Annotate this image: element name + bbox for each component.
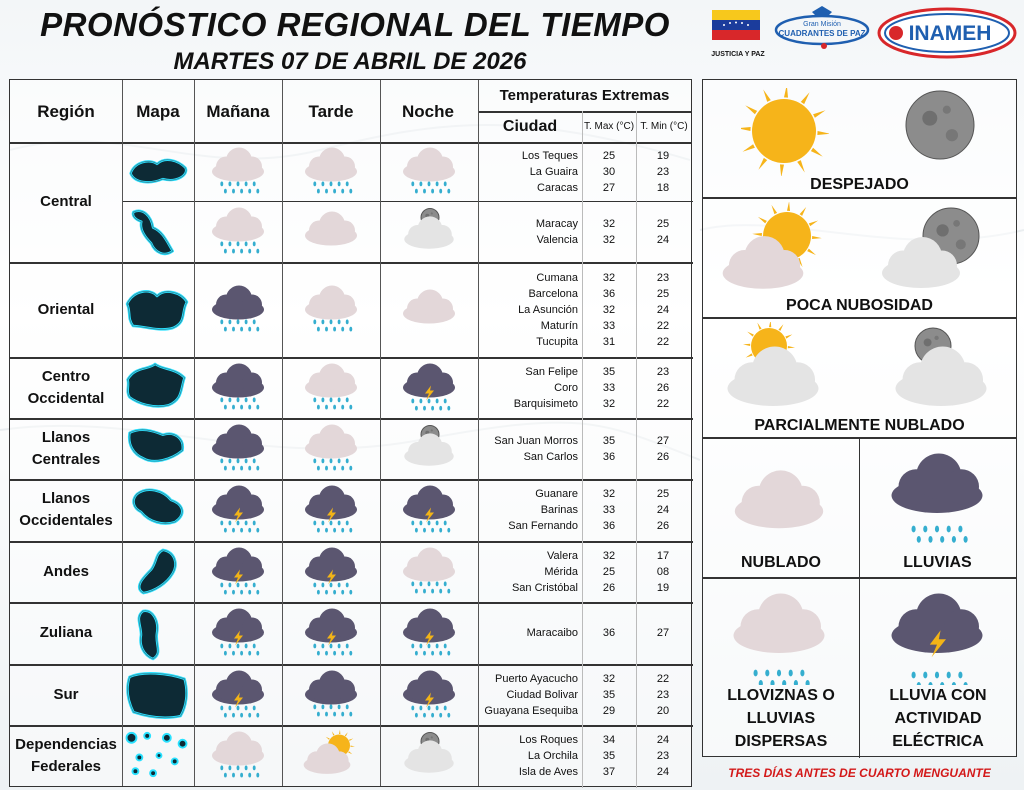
- region-label-line: Dependencias: [15, 735, 117, 753]
- city-tmin: 24: [656, 233, 670, 246]
- region-label: [10, 262, 122, 357]
- header-tmin: T. Min (°C): [640, 121, 688, 132]
- storm-icon: [299, 545, 363, 604]
- page-title: PRONÓSTICO REGIONAL DEL TIEMPO: [40, 6, 670, 43]
- cuadrantes-logo: [772, 6, 872, 55]
- header-noche: Noche: [402, 102, 454, 121]
- region-label-line: Central: [40, 193, 92, 211]
- city-tmax: 32: [602, 217, 616, 230]
- region-map: [122, 418, 194, 479]
- city-tmax: 25: [602, 149, 616, 162]
- city-name: Valencia: [536, 233, 578, 246]
- storm-icon: [397, 483, 461, 542]
- storm-icon: [299, 606, 363, 665]
- storm-icon: [397, 668, 461, 727]
- sun-cloud-icon: [717, 202, 837, 303]
- storm-icon: [206, 483, 270, 542]
- header-region: Región: [37, 102, 95, 121]
- city-tmax: 29: [602, 704, 616, 717]
- drizzle-icon: [397, 545, 461, 604]
- drizzle-icon: [299, 361, 363, 420]
- city-tmin: 26: [656, 381, 670, 394]
- rain-icon: [206, 283, 270, 342]
- city-tmax: 32: [602, 233, 616, 246]
- city-tmin: 26: [656, 520, 670, 532]
- storm-icon: [206, 545, 270, 604]
- partly-sun-icon: [717, 322, 847, 419]
- city-tmax: 36: [602, 627, 616, 639]
- city-name: Barinas: [540, 504, 578, 516]
- drizzle-icon: [721, 585, 841, 690]
- drizzle-icon: [397, 145, 461, 204]
- city-tmin: 26: [656, 450, 670, 463]
- legend-poca-nubosidad: POCA NUBOSIDAD: [786, 297, 933, 314]
- city-tmin: 19: [656, 581, 670, 594]
- city-tmin: 24: [656, 733, 670, 746]
- rain-icon: [206, 422, 270, 481]
- city-tmin: 19: [656, 149, 670, 162]
- city-name: Barquisimeto: [513, 397, 578, 410]
- city-tmax: 30: [602, 165, 616, 178]
- city-tmin: 23: [656, 365, 670, 378]
- city-tmin: 23: [656, 749, 670, 762]
- city-name: Puerto Ayacucho: [495, 672, 578, 685]
- city-name: Valera: [547, 549, 578, 562]
- region-label-line: Andes: [43, 562, 89, 580]
- storm-icon: [206, 668, 270, 727]
- region-map: [122, 201, 194, 262]
- region-label-line: Occidental: [27, 389, 105, 407]
- legend-nublado: NUBLADO: [741, 554, 821, 571]
- storm-icon: [397, 606, 461, 665]
- region-map: [122, 262, 194, 357]
- drizzle-icon: [299, 422, 363, 481]
- region-label-line: Federales: [30, 757, 102, 775]
- moon-icon: [903, 88, 979, 169]
- drizzle-icon: [299, 283, 363, 342]
- forecast-date: MARTES 07 DE ABRIL DE 2026: [173, 48, 527, 75]
- page-header: [0, 0, 1024, 78]
- cloud-icon: [721, 455, 841, 550]
- region-map: [122, 357, 194, 418]
- region-label-line: Oriental: [37, 300, 95, 318]
- region-label-line: Occidentales: [19, 512, 113, 529]
- city-tmin: 22: [656, 335, 670, 348]
- legend-lluvias: LLUVIAS: [903, 554, 972, 571]
- city-tmin: 22: [656, 397, 670, 410]
- partly-night-icon: [397, 205, 461, 264]
- storm-icon: [206, 606, 270, 665]
- city-name: Maracaibo: [526, 627, 578, 639]
- region-map: [122, 541, 194, 602]
- city-tmax: 32: [602, 397, 616, 410]
- legend-lluvia-electrica: LLUVIA CON ACTIVIDAD ELÉCTRICA: [889, 687, 987, 751]
- partly-moon-icon: [881, 322, 1011, 419]
- city-tmax: 32: [602, 488, 616, 500]
- city-name: San Cristóbal: [511, 581, 578, 594]
- city-tmin: 22: [656, 672, 670, 685]
- city-tmin: 23: [656, 165, 670, 178]
- rain-icon: [206, 361, 270, 420]
- storm-icon: [879, 585, 999, 690]
- justicia-logo-text: JUSTICIA Y PAZ: [711, 51, 765, 58]
- drizzle-icon: [206, 205, 270, 264]
- partly-night-icon: [397, 729, 461, 788]
- city-tmax: 32: [602, 303, 616, 316]
- region-label-line: Llanos: [41, 428, 91, 446]
- region-label: [10, 725, 122, 786]
- header-temperaturas: Temperaturas Extremas: [499, 87, 670, 104]
- city-tmax: 35: [602, 749, 616, 762]
- city-name: San Fernando: [508, 520, 578, 532]
- city-tmin: 17: [656, 549, 670, 562]
- region-label: [10, 541, 122, 602]
- region-label-line: Centro: [41, 367, 91, 385]
- legend-parcialmente-nublado: PARCIALMENTE NUBLADO: [754, 417, 965, 434]
- city-tmax: 36: [602, 287, 616, 300]
- city-name: Isla de Aves: [518, 765, 578, 778]
- city-tmin: 27: [656, 434, 670, 447]
- region-map: [122, 142, 194, 201]
- inameh-logo: [876, 6, 1018, 65]
- drizzle-icon: [206, 729, 270, 788]
- region-map: [122, 479, 194, 541]
- city-tmin: 23: [656, 271, 670, 284]
- forecast-table: [9, 79, 692, 787]
- inameh-logo-text: INAMEH: [908, 22, 992, 45]
- city-name: Mérida: [544, 565, 578, 578]
- city-tmin: 24: [656, 504, 670, 516]
- logo-strip: [706, 6, 1024, 66]
- city-tmax: 26: [602, 581, 616, 594]
- sun-icon: [741, 88, 829, 181]
- region-label-line: Zuliana: [39, 624, 93, 642]
- rain-icon: [299, 668, 363, 727]
- region-label: [10, 142, 122, 262]
- city-name: Coro: [554, 381, 578, 394]
- city-tmax: 33: [602, 381, 616, 394]
- city-tmax: 27: [602, 181, 616, 194]
- region-label-line: Sur: [53, 685, 79, 703]
- justicia-logo: [708, 6, 768, 58]
- city-name: Maturín: [540, 319, 578, 332]
- drizzle-icon: [206, 145, 270, 204]
- city-name: San Felipe: [525, 365, 578, 378]
- city-name: La Asunción: [518, 303, 578, 316]
- region-label: [10, 357, 122, 418]
- city-tmax: 32: [602, 549, 616, 562]
- cuadrantes-logo-top: Gran Misión: [803, 21, 841, 28]
- city-tmax: 25: [602, 565, 616, 578]
- city-tmin: 25: [656, 287, 670, 300]
- city-tmin: 25: [656, 488, 670, 500]
- header-ciudad: Ciudad: [502, 118, 558, 135]
- city-tmin: 25: [656, 217, 670, 230]
- city-tmax: 36: [602, 450, 616, 463]
- header-mapa: Mapa: [136, 102, 180, 121]
- region-label: [10, 602, 122, 664]
- city-tmax: 37: [602, 765, 616, 778]
- moon-phase-note: TRES DÍAS ANTES DE CUARTO MENGUANTE: [728, 766, 991, 780]
- region-map: [122, 664, 194, 725]
- city-name: Barcelona: [528, 287, 578, 300]
- rain-icon: [879, 445, 999, 558]
- storm-icon: [397, 361, 461, 420]
- city-tmax: 35: [602, 365, 616, 378]
- region-label: [10, 479, 122, 541]
- city-name: San Juan Morros: [494, 434, 578, 447]
- drizzle-icon: [299, 145, 363, 204]
- header-manana: Mañana: [206, 102, 270, 121]
- city-name: La Orchila: [527, 749, 578, 762]
- city-name: La Guaira: [529, 165, 578, 178]
- header-tarde: Tarde: [308, 102, 354, 121]
- city-name: Cumana: [536, 271, 578, 284]
- cloudy-icon: [299, 205, 363, 264]
- city-name: Caracas: [537, 181, 578, 194]
- city-tmin: 18: [656, 181, 670, 194]
- city-tmax: 34: [602, 733, 616, 746]
- city-tmax: 36: [602, 520, 616, 532]
- region-label-line: Llanos: [41, 490, 91, 508]
- city-tmax: 32: [602, 672, 616, 685]
- legend-panel: [702, 79, 1017, 757]
- city-tmin: 27: [656, 627, 670, 639]
- city-tmin: 23: [656, 688, 670, 701]
- region-label: [10, 418, 122, 479]
- city-tmax: 32: [602, 271, 616, 284]
- city-tmin: 20: [656, 704, 670, 717]
- city-tmax: 33: [602, 319, 616, 332]
- city-name: Los Roques: [519, 733, 578, 746]
- city-name: Guanare: [535, 488, 578, 500]
- city-tmax: 35: [602, 688, 616, 701]
- city-tmin: 22: [656, 319, 670, 332]
- legend-lloviznas: LLOVIZNAS O LLUVIAS DISPERSAS: [727, 687, 835, 751]
- city-tmin: 24: [656, 303, 670, 316]
- cuadrantes-logo-text: CUADRANTES DE PAZ: [778, 29, 866, 38]
- legend-despejado: DESPEJADO: [810, 176, 909, 193]
- region-map: [122, 602, 194, 664]
- moon-cloud-icon: [871, 202, 991, 303]
- city-tmax: 33: [602, 504, 616, 516]
- region-map: [122, 725, 194, 786]
- region-label-line: Centrales: [31, 450, 101, 468]
- storm-icon: [299, 483, 363, 542]
- header-tmax: T. Max (°C): [583, 121, 635, 132]
- city-name: Ciudad Bolivar: [506, 688, 578, 701]
- city-tmax: 31: [602, 335, 616, 348]
- city-name: Los Teques: [521, 149, 578, 162]
- city-tmin: 24: [656, 765, 670, 778]
- city-name: Maracay: [535, 217, 578, 230]
- city-name: San Carlos: [523, 450, 578, 463]
- cloudy-icon: [397, 283, 461, 342]
- region-label: [10, 664, 122, 725]
- partly-night-icon: [397, 422, 461, 481]
- city-name: Guayana Esequiba: [484, 704, 578, 717]
- city-tmin: 08: [656, 565, 670, 578]
- partly-sun-icon: [299, 729, 363, 788]
- city-name: Tucupita: [536, 335, 578, 348]
- city-tmax: 35: [602, 434, 616, 447]
